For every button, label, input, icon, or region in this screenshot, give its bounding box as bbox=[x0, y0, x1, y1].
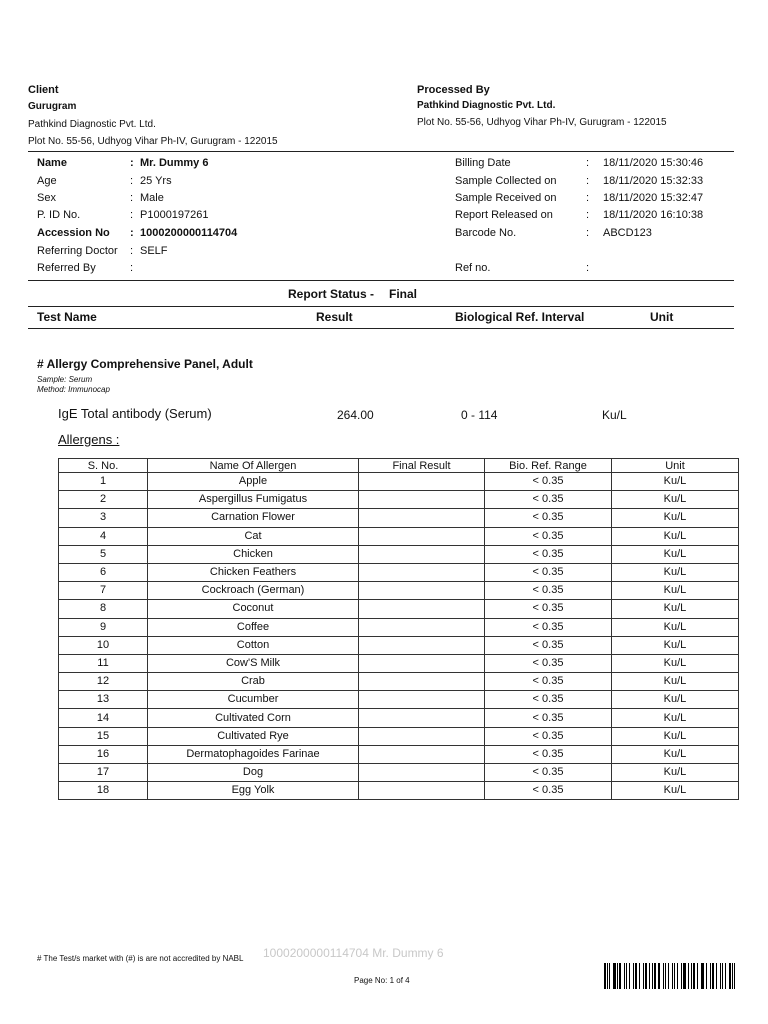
sample-collected-colon: : bbox=[586, 175, 590, 187]
unit-cell: Ku/L bbox=[612, 673, 739, 691]
barcode-bar bbox=[716, 963, 717, 989]
final-result-cell bbox=[359, 618, 485, 636]
sno-cell: 13 bbox=[59, 691, 148, 709]
age-colon: : bbox=[130, 175, 134, 187]
final-result-cell bbox=[359, 600, 485, 618]
sno-cell: 10 bbox=[59, 636, 148, 654]
sample-received-colon: : bbox=[586, 192, 590, 204]
table-row bbox=[59, 527, 739, 545]
ige-unit: Ku/L bbox=[602, 408, 627, 422]
table-row bbox=[59, 582, 739, 600]
unit-cell: Ku/L bbox=[612, 727, 739, 745]
header-final-result: Final Result bbox=[359, 459, 485, 473]
unit-cell: Ku/L bbox=[612, 618, 739, 636]
sno-cell: 2 bbox=[59, 491, 148, 509]
ref-range-cell: < 0.35 bbox=[485, 491, 612, 509]
barcode-bar bbox=[613, 963, 615, 989]
client-address: Plot No. 55-56, Udhyog Vihar Ph-IV, Gurugram - 122015 bbox=[28, 136, 278, 147]
final-result-cell bbox=[359, 473, 485, 491]
table-row bbox=[59, 691, 739, 709]
accession-label: Accession No bbox=[37, 227, 110, 239]
sample-received-label: Sample Received on bbox=[455, 192, 557, 204]
barcode-bar bbox=[639, 963, 640, 989]
barcode-bar bbox=[654, 963, 656, 989]
unit-cell: Ku/L bbox=[612, 600, 739, 618]
sample-collected-value: 18/11/2020 15:32:33 bbox=[603, 175, 704, 187]
unit-cell: Ku/L bbox=[612, 782, 739, 800]
final-result-cell bbox=[359, 673, 485, 691]
pid-value: P1000197261 bbox=[140, 209, 209, 221]
allergen-name-cell: Cultivated Corn bbox=[148, 709, 359, 727]
final-result-cell bbox=[359, 491, 485, 509]
sno-cell: 17 bbox=[59, 764, 148, 782]
col-result: Result bbox=[316, 310, 353, 324]
barcode-bar bbox=[683, 963, 685, 989]
sno-cell: 7 bbox=[59, 582, 148, 600]
ref-range-cell: < 0.35 bbox=[485, 691, 612, 709]
barcode-bar bbox=[674, 963, 675, 989]
barcode-bar bbox=[672, 963, 673, 989]
sno-cell: 4 bbox=[59, 527, 148, 545]
allergen-name-cell: Apple bbox=[148, 473, 359, 491]
table-row bbox=[59, 727, 739, 745]
ref-range-cell: < 0.35 bbox=[485, 673, 612, 691]
barcode-bar bbox=[710, 963, 711, 989]
allergen-name-cell: Coffee bbox=[148, 618, 359, 636]
col-test-name: Test Name bbox=[37, 310, 97, 324]
ref-range-cell: < 0.35 bbox=[485, 764, 612, 782]
sno-cell: 8 bbox=[59, 600, 148, 618]
allergen-name-cell: Cultivated Rye bbox=[148, 727, 359, 745]
final-result-cell bbox=[359, 745, 485, 763]
barcode-bar bbox=[609, 963, 610, 989]
ref-no-colon: : bbox=[586, 262, 590, 274]
ref-no-label: Ref no. bbox=[455, 262, 491, 274]
barcode-bar bbox=[691, 963, 692, 989]
table-row bbox=[59, 473, 739, 491]
table-row bbox=[59, 563, 739, 581]
final-result-cell bbox=[359, 636, 485, 654]
ige-result: 264.00 bbox=[337, 408, 374, 422]
sno-cell: 14 bbox=[59, 709, 148, 727]
accession-value: 1000200000114704 bbox=[140, 227, 238, 239]
table-row bbox=[59, 636, 739, 654]
client-heading: Client bbox=[28, 84, 59, 96]
allergen-name-cell: Crab bbox=[148, 673, 359, 691]
barcode-no-colon: : bbox=[586, 227, 590, 239]
barcode-bar bbox=[629, 963, 631, 989]
barcode-bar bbox=[706, 963, 707, 989]
name-colon: : bbox=[130, 157, 134, 169]
barcode-bar bbox=[722, 963, 723, 989]
unit-cell: Ku/L bbox=[612, 473, 739, 491]
table-row bbox=[59, 673, 739, 691]
sample-collected-label: Sample Collected on bbox=[455, 175, 557, 187]
table-row bbox=[59, 491, 739, 509]
unit-cell: Ku/L bbox=[612, 509, 739, 527]
final-result-cell bbox=[359, 691, 485, 709]
panel-sample: Sample: Serum bbox=[37, 375, 93, 384]
sex-value: Male bbox=[140, 192, 164, 204]
table-row bbox=[59, 545, 739, 563]
table-row bbox=[59, 745, 739, 763]
allergen-name-cell: Cotton bbox=[148, 636, 359, 654]
unit-cell: Ku/L bbox=[612, 691, 739, 709]
allergen-name-cell: Cucumber bbox=[148, 691, 359, 709]
ref-range-cell: < 0.35 bbox=[485, 545, 612, 563]
barcode-bar bbox=[688, 963, 689, 989]
barcode-bar bbox=[693, 963, 695, 989]
table-row bbox=[59, 654, 739, 672]
report-released-colon: : bbox=[586, 209, 590, 221]
barcode-bar bbox=[732, 963, 733, 989]
ref-range-cell: < 0.35 bbox=[485, 527, 612, 545]
final-result-cell bbox=[359, 545, 485, 563]
table-row bbox=[59, 600, 739, 618]
unit-cell: Ku/L bbox=[612, 545, 739, 563]
sno-cell: 1 bbox=[59, 473, 148, 491]
barcode-bar bbox=[712, 963, 714, 989]
billing-date-value: 18/11/2020 15:30:46 bbox=[603, 157, 704, 169]
client-lab-name: Pathkind Diagnostic Pvt. Ltd. bbox=[28, 119, 156, 130]
processed-by-heading: Processed By bbox=[417, 84, 490, 96]
page-number: Page No: 1 of 4 bbox=[354, 976, 410, 985]
ref-range-cell: < 0.35 bbox=[485, 473, 612, 491]
unit-cell: Ku/L bbox=[612, 636, 739, 654]
col-bio-ref: Biological Ref. Interval bbox=[455, 310, 585, 324]
referring-doctor-label: Referring Doctor bbox=[37, 245, 118, 257]
report-released-label: Report Released on bbox=[455, 209, 553, 221]
sno-cell: 11 bbox=[59, 654, 148, 672]
processed-by-address: Plot No. 55-56, Udhyog Vihar Ph-IV, Gurugram - 122015 bbox=[417, 117, 667, 128]
barcode-bar bbox=[652, 963, 653, 989]
header-allergen-name: Name Of Allergen bbox=[148, 459, 359, 473]
barcode-image bbox=[604, 963, 738, 989]
final-result-cell bbox=[359, 709, 485, 727]
header-sno: S. No. bbox=[59, 459, 148, 473]
barcode-bar bbox=[624, 963, 625, 989]
sno-cell: 12 bbox=[59, 673, 148, 691]
allergen-name-cell: Chicken Feathers bbox=[148, 563, 359, 581]
barcode-no-label: Barcode No. bbox=[455, 227, 517, 239]
barcode-bar bbox=[617, 963, 618, 989]
age-value: 25 Yrs bbox=[140, 175, 172, 187]
final-result-cell bbox=[359, 782, 485, 800]
allergen-name-cell: Cow'S Milk bbox=[148, 654, 359, 672]
col-unit: Unit bbox=[650, 310, 674, 324]
columns-divider bbox=[28, 328, 734, 329]
barcode-bar bbox=[635, 963, 637, 989]
referring-doctor-colon: : bbox=[130, 245, 134, 257]
table-row bbox=[59, 782, 739, 800]
barcode-bar bbox=[697, 963, 698, 989]
ref-range-cell: < 0.35 bbox=[485, 782, 612, 800]
unit-cell: Ku/L bbox=[612, 527, 739, 545]
unit-cell: Ku/L bbox=[612, 582, 739, 600]
allergen-name-cell: Dog bbox=[148, 764, 359, 782]
ref-range-cell: < 0.35 bbox=[485, 582, 612, 600]
barcode-bar bbox=[725, 963, 726, 989]
unit-cell: Ku/L bbox=[612, 745, 739, 763]
status-divider bbox=[28, 306, 734, 307]
sno-cell: 18 bbox=[59, 782, 148, 800]
barcode-bar bbox=[658, 963, 660, 989]
allergen-name-cell: Cockroach (German) bbox=[148, 582, 359, 600]
barcode-bar bbox=[607, 963, 608, 989]
sno-cell: 5 bbox=[59, 545, 148, 563]
barcode-bar bbox=[681, 963, 682, 989]
final-result-cell bbox=[359, 764, 485, 782]
barcode-bar bbox=[645, 963, 647, 989]
table-row bbox=[59, 764, 739, 782]
nabl-note: # The Test/s market with (#) is are not accredited by NABL bbox=[37, 954, 244, 963]
ige-test-name: IgE Total antibody (Serum) bbox=[58, 406, 212, 421]
table-row bbox=[59, 709, 739, 727]
barcode-bar bbox=[619, 963, 621, 989]
ige-range: 0 - 114 bbox=[461, 408, 498, 422]
allergen-name-cell: Carnation Flower bbox=[148, 509, 359, 527]
barcode-bar bbox=[604, 963, 606, 989]
unit-cell: Ku/L bbox=[612, 709, 739, 727]
unit-cell: Ku/L bbox=[612, 563, 739, 581]
ref-range-cell: < 0.35 bbox=[485, 654, 612, 672]
report-status-label: Report Status - bbox=[288, 287, 375, 301]
ref-range-cell: < 0.35 bbox=[485, 509, 612, 527]
ref-range-cell: < 0.35 bbox=[485, 709, 612, 727]
referred-by-colon: : bbox=[130, 262, 134, 274]
accession-colon: : bbox=[130, 227, 134, 239]
barcode-bar bbox=[663, 963, 664, 989]
barcode-bar bbox=[633, 963, 634, 989]
sno-cell: 6 bbox=[59, 563, 148, 581]
barcode-bar bbox=[734, 963, 735, 989]
processed-by-lab: Pathkind Diagnostic Pvt. Ltd. bbox=[417, 100, 556, 111]
ref-range-cell: < 0.35 bbox=[485, 636, 612, 654]
allergen-table bbox=[58, 458, 739, 800]
sno-cell: 16 bbox=[59, 745, 148, 763]
header-divider bbox=[28, 151, 734, 152]
table-row bbox=[59, 509, 739, 527]
panel-method: Method: Immunocap bbox=[37, 385, 110, 394]
unit-cell: Ku/L bbox=[612, 491, 739, 509]
barcode-bar bbox=[665, 963, 666, 989]
final-result-cell bbox=[359, 527, 485, 545]
sno-cell: 9 bbox=[59, 618, 148, 636]
barcode-bar bbox=[626, 963, 627, 989]
name-value: Mr. Dummy 6 bbox=[140, 157, 209, 169]
report-released-value: 18/11/2020 16:10:38 bbox=[603, 209, 704, 221]
table-row bbox=[59, 618, 739, 636]
sample-received-value: 18/11/2020 15:32:47 bbox=[603, 192, 704, 204]
sno-cell: 3 bbox=[59, 509, 148, 527]
final-result-cell bbox=[359, 563, 485, 581]
barcode-bar bbox=[702, 963, 704, 989]
allergen-name-cell: Coconut bbox=[148, 600, 359, 618]
ref-range-cell: < 0.35 bbox=[485, 618, 612, 636]
report-status-value: Final bbox=[389, 287, 418, 301]
watermark-text: 1000200000114704 Mr. Dummy 6 bbox=[263, 946, 444, 960]
sno-cell: 15 bbox=[59, 727, 148, 745]
final-result-cell bbox=[359, 727, 485, 745]
sex-label: Sex bbox=[37, 192, 56, 204]
ref-range-cell: < 0.35 bbox=[485, 727, 612, 745]
sex-colon: : bbox=[130, 192, 134, 204]
billing-date-label: Billing Date bbox=[455, 157, 511, 169]
ref-range-cell: < 0.35 bbox=[485, 745, 612, 763]
billing-date-colon: : bbox=[586, 157, 590, 169]
barcode-bar bbox=[720, 963, 722, 989]
ref-range-cell: < 0.35 bbox=[485, 563, 612, 581]
referred-by-label: Referred By bbox=[37, 262, 96, 274]
unit-cell: Ku/L bbox=[612, 654, 739, 672]
barcode-bar bbox=[701, 963, 702, 989]
pid-colon: : bbox=[130, 209, 134, 221]
allergen-name-cell: Dermatophagoides Farinae bbox=[148, 745, 359, 763]
allergens-heading: Allergens : bbox=[58, 432, 120, 447]
pid-label: P. ID No. bbox=[37, 209, 81, 221]
barcode-bar bbox=[729, 963, 731, 989]
unit-cell: Ku/L bbox=[612, 764, 739, 782]
barcode-bar bbox=[668, 963, 670, 989]
header-unit: Unit bbox=[612, 459, 739, 473]
client-city: Gurugram bbox=[28, 101, 77, 112]
allergen-table-header bbox=[59, 459, 739, 473]
final-result-cell bbox=[359, 654, 485, 672]
barcode-no-value: ABCD123 bbox=[603, 227, 652, 239]
barcode-bar bbox=[643, 963, 644, 989]
panel-title: # Allergy Comprehensive Panel, Adult bbox=[37, 357, 253, 371]
header-bio-ref-range: Bio. Ref. Range bbox=[485, 459, 612, 473]
referring-doctor-value: SELF bbox=[140, 245, 168, 257]
allergen-name-cell: Aspergillus Fumigatus bbox=[148, 491, 359, 509]
barcode-bar bbox=[649, 963, 650, 989]
allergen-name-cell: Cat bbox=[148, 527, 359, 545]
age-label: Age bbox=[37, 175, 57, 187]
ref-range-cell: < 0.35 bbox=[485, 600, 612, 618]
allergen-name-cell: Chicken bbox=[148, 545, 359, 563]
allergen-name-cell: Egg Yolk bbox=[148, 782, 359, 800]
final-result-cell bbox=[359, 582, 485, 600]
name-label: Name bbox=[37, 157, 67, 169]
final-result-cell bbox=[359, 509, 485, 527]
barcode-bar bbox=[677, 963, 679, 989]
patient-divider bbox=[28, 280, 734, 281]
